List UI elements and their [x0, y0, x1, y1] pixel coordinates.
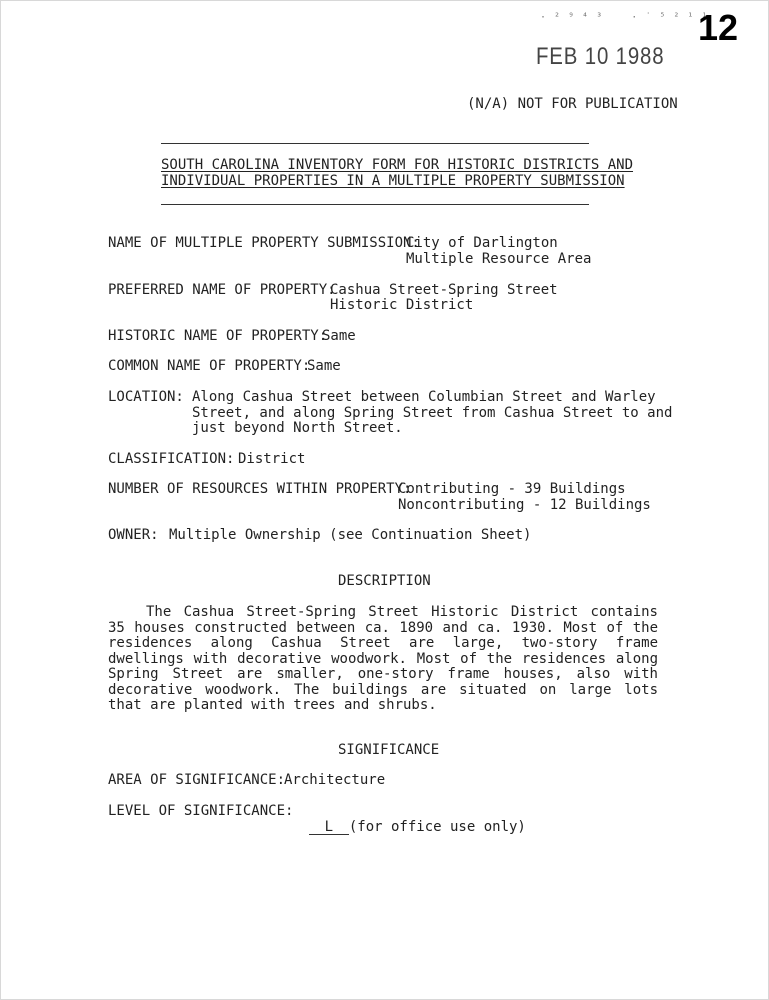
resources-label: NUMBER OF RESOURCES WITHIN PROPERTY:: [108, 481, 412, 497]
location-value-line-1: Along Cashua Street between Columbian Street and Warley: [192, 389, 656, 405]
location-value-line-2: Street, and along Spring Street from Cashua Street to and: [192, 405, 673, 421]
received-date-stamp: FEB 10 1988: [536, 43, 665, 70]
mps-value-line-1: City of Darlington: [406, 235, 558, 251]
level-of-significance-field: [292, 804, 526, 835]
area-of-significance-value: Architecture: [284, 772, 386, 788]
preferred-name-label: PREFERRED NAME OF PROPERTY:: [108, 282, 336, 298]
location-label: LOCATION:: [108, 389, 184, 405]
owner-label: OWNER:: [108, 527, 159, 543]
publication-note: (N/A) NOT FOR PUBLICATION: [467, 96, 678, 112]
historic-name-value: Same: [322, 328, 356, 344]
form-title-line-2: INDIVIDUAL PROPERTIES IN A MULTIPLE PROPERTY SUBMISSION: [161, 173, 625, 189]
significance-heading: SIGNIFICANCE: [338, 742, 440, 758]
preferred-name-value-line-1: Cashua Street-Spring Street: [330, 282, 558, 298]
form-title-line-1: SOUTH CAROLINA INVENTORY FORM FOR HISTORIC DISTRICTS AND: [161, 157, 634, 173]
mps-label: NAME OF MULTIPLE PROPERTY SUBMISSION:: [108, 235, 420, 251]
description-heading: DESCRIPTION: [338, 573, 431, 589]
preferred-name-value-line-2: Historic District: [330, 297, 474, 313]
location-value-line-3: just beyond North Street.: [192, 420, 403, 436]
owner-value: Multiple Ownership (see Continuation Sheet): [169, 527, 532, 543]
classification-label: CLASSIFICATION:: [108, 451, 235, 467]
level-of-significance-value: L: [309, 820, 349, 835]
title-top-rule: [161, 143, 589, 144]
level-of-significance-label: LEVEL OF SIGNIFICANCE:: [108, 803, 294, 819]
resources-noncontributing: Noncontributing - 12 Buildings: [398, 497, 651, 513]
received-stamp-marks: · ² ⁹ ⁴ ³ · ˙ ⁵ ² ¹ ¹: [540, 12, 709, 23]
historic-name-label: HISTORIC NAME OF PROPERTY:: [108, 328, 328, 344]
classification-value: District: [238, 451, 306, 467]
description-paragraph: The Cashua Street-Spring Street Historic District contains 35 houses constructed between ca. 1890 and ca. 1930. Most of the residences along Cashua Street are large, two-story frame dwellings with decorative woodwork. Most of the residences along Spring Street are smaller, one-story frame houses, also with decorative woodwork. The buildings are situated on large lots that are planted with trees and shrubs.: [108, 604, 658, 713]
common-name-value: Same: [307, 358, 341, 374]
area-of-significance-label: AREA OF SIGNIFICANCE:: [108, 772, 286, 788]
page-number: 12: [698, 7, 739, 48]
resources-contributing: Contributing - 39 Buildings: [398, 481, 626, 497]
common-name-label: COMMON NAME OF PROPERTY:: [108, 358, 311, 374]
title-bottom-rule: [161, 204, 589, 205]
level-of-significance-note: (for office use only): [348, 818, 526, 835]
mps-value-line-2: Multiple Resource Area: [406, 251, 592, 267]
